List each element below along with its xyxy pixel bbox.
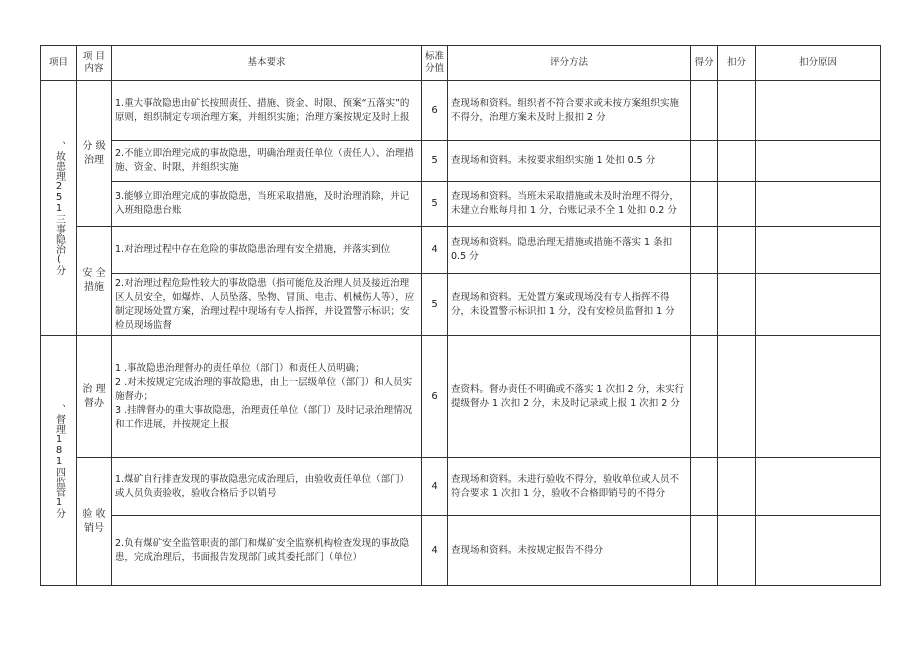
group-name: 安 全 措施 bbox=[77, 227, 112, 336]
requirement-cell: 1 .事故隐患治理督办的责任单位（部门）和责任人员明确； 2 .对未按规定完成治理的事故隐患，由上一层级单位（部门）和人员实施督办； 3 .挂牌督办的重大事故隐患，治理责任单位（部门）及时记录治理情况和工作进展，并按规定上报 bbox=[112, 336, 422, 458]
requirement-cell: 1.重大事故隐患由矿长按照责任、措施、资金、时限、预案“五落实”的原则，组织制定专项治理方案，并组织实施；治理方案按规定及时上报 bbox=[112, 81, 422, 141]
header-sub-item: 项 目 内容 bbox=[77, 46, 112, 81]
header-reason: 扣分原因 bbox=[756, 46, 881, 81]
deduct-input-cell[interactable] bbox=[718, 141, 756, 182]
section-item-1: 、故患理251三事隐治(分 bbox=[41, 81, 77, 336]
scoring-table bbox=[40, 45, 881, 586]
score-input-cell[interactable] bbox=[691, 458, 718, 516]
table-row bbox=[41, 336, 881, 458]
reason-input-cell[interactable] bbox=[756, 516, 881, 586]
score-cell: 4 bbox=[422, 516, 448, 586]
score-input-cell[interactable] bbox=[691, 274, 718, 336]
method-cell: 查现场和资料。组织者不符合要求或未按方案组织实施不得分，治理方案未及时上报扣 2 分 bbox=[448, 81, 691, 141]
deduct-input-cell[interactable] bbox=[718, 516, 756, 586]
header-deduct: 扣分 bbox=[718, 46, 756, 81]
table-row bbox=[41, 274, 881, 336]
deduct-input-cell[interactable] bbox=[718, 274, 756, 336]
method-cell: 查现场和资料。未按要求组织实施 1 处扣 0.5 分 bbox=[448, 141, 691, 182]
header-method: 评分方法 bbox=[448, 46, 691, 81]
deduct-input-cell[interactable] bbox=[718, 182, 756, 227]
deduct-input-cell[interactable] bbox=[718, 81, 756, 141]
score-cell: 4 bbox=[422, 227, 448, 274]
header-row bbox=[41, 46, 881, 81]
score-cell: 5 bbox=[422, 182, 448, 227]
score-cell: 5 bbox=[422, 141, 448, 182]
group-name: 分 级 治理 bbox=[77, 81, 112, 227]
method-cell: 查现场和资料。隐患治理无措施或措施不落实 1 条扣 0.5 分 bbox=[448, 227, 691, 274]
reason-input-cell[interactable] bbox=[756, 458, 881, 516]
deduct-input-cell[interactable] bbox=[718, 336, 756, 458]
reason-input-cell[interactable] bbox=[756, 81, 881, 141]
score-input-cell[interactable] bbox=[691, 141, 718, 182]
score-cell: 4 bbox=[422, 458, 448, 516]
header-score: 得分 bbox=[691, 46, 718, 81]
header-std-score: 标准 分值 bbox=[422, 46, 448, 81]
header-item: 项目 bbox=[41, 46, 77, 81]
table-row bbox=[41, 458, 881, 516]
score-input-cell[interactable] bbox=[691, 182, 718, 227]
reason-input-cell[interactable] bbox=[756, 182, 881, 227]
method-cell: 查现场和资料。当班未采取措施或未及时治理不得分，未建立台账每月扣 1 分，台账记录不全 1 处扣 0.2 分 bbox=[448, 182, 691, 227]
requirement-cell: 3.能够立即治理完成的事故隐患，当班采取措施，及时治理消除，并记入班组隐患台账 bbox=[112, 182, 422, 227]
method-cell: 查资料。督办责任不明确或不落实 1 次扣 2 分，未实行提级督办 1 次扣 2 分，未及时记录或上报 1 次扣 2 分 bbox=[448, 336, 691, 458]
group-name: 治 理 督办 bbox=[77, 336, 112, 458]
method-cell: 查现场和资料。未进行验收不得分，验收单位或人员不符合要求 1 次扣 1 分，验收不合格即销号的不得分 bbox=[448, 458, 691, 516]
requirement-cell: 1.煤矿自行排查发现的事故隐患完成治理后，由验收责任单位（部门）或人员负责验收，验收合格后予以销号 bbox=[112, 458, 422, 516]
header-requirement: 基本要求 bbox=[112, 46, 422, 81]
requirement-cell: 2.负有煤矿安全监管职责的部门和煤矿安全监察机构检查发现的事故隐患，完成治理后，书面报告发现部门或其委托部门（单位） bbox=[112, 516, 422, 586]
score-input-cell[interactable] bbox=[691, 227, 718, 274]
deduct-input-cell[interactable] bbox=[718, 458, 756, 516]
method-cell: 查现场和资料。未按规定报告不得分 bbox=[448, 516, 691, 586]
score-cell: 6 bbox=[422, 81, 448, 141]
table-row bbox=[41, 227, 881, 274]
reason-input-cell[interactable] bbox=[756, 274, 881, 336]
requirement-cell: 1.对治理过程中存在危险的事故隐患治理有安全措施，并落实到位 bbox=[112, 227, 422, 274]
table-row bbox=[41, 141, 881, 182]
requirement-cell: 2.不能立即治理完成的事故隐患，明确治理责任单位（责任人）、治理措施、资金、时限，并组织实施 bbox=[112, 141, 422, 182]
score-input-cell[interactable] bbox=[691, 81, 718, 141]
reason-input-cell[interactable] bbox=[756, 227, 881, 274]
group-name: 验 收 销号 bbox=[77, 458, 112, 586]
requirement-cell: 2.对治理过程危险性较大的事故隐患（指可能危及治理人员及接近治理区人员安全，如爆炸、人员坠落、坠物、冒顶、电击、机械伤人等），应制定现场处置方案，治理过程中现场有专人指挥，并设置警示标识；安检员现场监督 bbox=[112, 274, 422, 336]
section-item-2: 、督理181四监管1分 bbox=[41, 336, 77, 586]
reason-input-cell[interactable] bbox=[756, 336, 881, 458]
score-cell: 5 bbox=[422, 274, 448, 336]
table-row bbox=[41, 516, 881, 586]
score-input-cell[interactable] bbox=[691, 516, 718, 586]
score-input-cell[interactable] bbox=[691, 336, 718, 458]
method-cell: 查现场和资料。无处置方案或现场没有专人指挥不得分，未设置警示标识扣 1 分，没有安检员监督扣 1 分 bbox=[448, 274, 691, 336]
reason-input-cell[interactable] bbox=[756, 141, 881, 182]
score-cell: 6 bbox=[422, 336, 448, 458]
table-row bbox=[41, 81, 881, 141]
deduct-input-cell[interactable] bbox=[718, 227, 756, 274]
table-row bbox=[41, 182, 881, 227]
